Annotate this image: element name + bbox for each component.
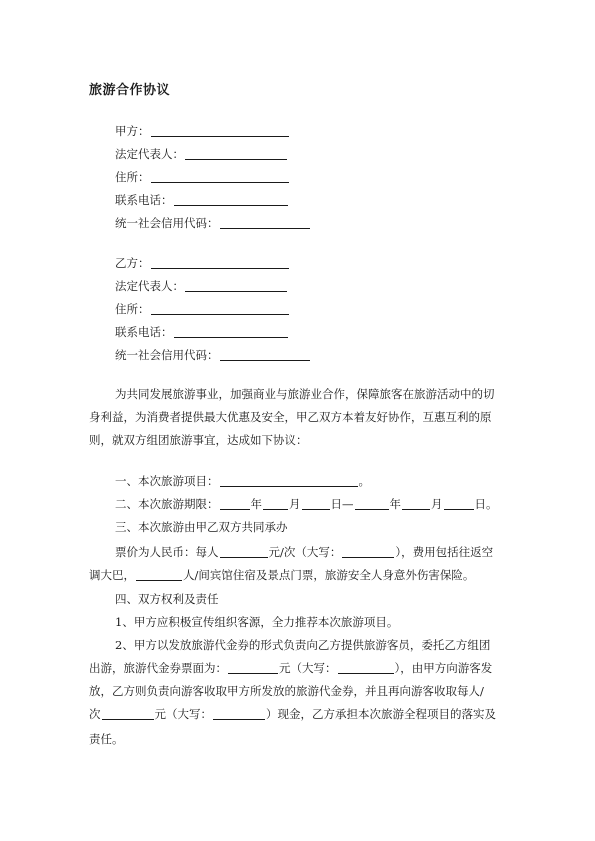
price-includes-label: ），费用包括往返空	[395, 545, 494, 559]
voucher-capital-label: 元（大写：	[279, 661, 337, 675]
clause-4-item-2-line-5: 责任。	[89, 732, 124, 746]
voucher-value-blank[interactable]	[228, 661, 278, 674]
party-b-name-field	[115, 256, 290, 270]
clause-4-item-2-line-2	[89, 661, 492, 675]
party-a-name-label: 甲方：	[115, 124, 150, 138]
party-b-phone-field	[115, 325, 289, 339]
party-a-address-blank[interactable]	[151, 170, 289, 183]
start-day-blank[interactable]	[302, 497, 330, 510]
year-label: 年	[250, 497, 262, 511]
document-title: 旅游合作协议	[89, 83, 171, 98]
lodging-label: 人/间宾馆住宿及景点门票，旅游安全人身意外伤害保险。	[183, 568, 475, 582]
party-b-credit-field	[115, 348, 311, 362]
party-a-credit-field	[115, 216, 311, 230]
ticket-price-blank[interactable]	[220, 545, 268, 558]
party-a-rep-label: 法定代表人：	[115, 147, 184, 161]
party-b-credit-blank[interactable]	[220, 348, 310, 361]
clause-1	[115, 474, 370, 488]
cash-amount-blank[interactable]	[102, 707, 154, 720]
bus-label: 调大巴，	[89, 568, 135, 582]
price-unit-label: 元/次（大写：	[268, 545, 342, 559]
party-a-credit-blank[interactable]	[220, 216, 310, 229]
clause-4-item-2-line-1: 2、甲方以发放旅游代金券的形式负责向乙方提供旅游客员，委托乙方组团	[115, 638, 491, 652]
clause-3-line-2	[89, 568, 474, 582]
clause-4-heading: 四、双方权利及责任	[115, 592, 219, 606]
party-a-phone-field	[115, 193, 289, 207]
persons-per-room-blank[interactable]	[136, 568, 182, 581]
start-year-blank[interactable]	[220, 497, 250, 510]
party-a-phone-blank[interactable]	[174, 193, 288, 206]
party-b-name-label: 乙方：	[115, 256, 150, 270]
party-a-address-field	[115, 170, 290, 184]
end-month-blank[interactable]	[402, 497, 430, 510]
clause-2-label: 二、本次旅游期限：	[115, 497, 219, 511]
party-a-credit-label: 统一社会信用代码：	[115, 216, 219, 230]
year-label-2: 年	[389, 497, 401, 511]
party-a-address-label: 住所：	[115, 170, 150, 184]
party-a-name-blank[interactable]	[151, 124, 289, 137]
month-label-2: 月	[431, 497, 443, 511]
party-b-address-field	[115, 302, 290, 316]
clause-3-heading: 三、本次旅游由甲乙双方共同承办	[115, 520, 288, 534]
party-b-address-label: 住所：	[115, 302, 150, 316]
cash-responsibility-label: ）现金，乙方承担本次旅游全程项目的落实及	[266, 707, 496, 721]
party-b-phone-blank[interactable]	[174, 325, 288, 338]
end-day-blank[interactable]	[444, 497, 474, 510]
clause-4-item-1: 1、甲方应积极宣传组织客源，全力推荐本次旅游项目。	[115, 615, 399, 629]
day-to-label: 日—	[330, 497, 354, 511]
cash-capital-label: 元（大写：	[154, 707, 212, 721]
party-b-address-blank[interactable]	[151, 302, 289, 315]
party-b-rep-blank[interactable]	[185, 279, 287, 292]
party-b-rep-field	[115, 279, 288, 293]
party-b-rep-label: 法定代表人：	[115, 279, 184, 293]
clause-1-end: 。	[358, 474, 370, 488]
clause-2	[115, 497, 498, 511]
travel-project-blank[interactable]	[220, 474, 358, 487]
intro-line-1: 为共同发展旅游事业，加强商业与旅游业合作，保障旅客在旅游活动中的切	[115, 387, 495, 401]
party-a-rep-blank[interactable]	[185, 147, 287, 160]
ticket-price-capital-blank[interactable]	[342, 545, 394, 558]
party-b-phone-label: 联系电话：	[115, 325, 173, 339]
clause-4-item-2-line-3: 放，乙方则负责向游客收取甲方所发放的旅游代金券，并且再向游客收取每人/	[89, 684, 484, 698]
start-month-blank[interactable]	[263, 497, 288, 510]
party-a-phone-label: 联系电话：	[115, 193, 173, 207]
voucher-issue-label: ），由甲方向游客发	[394, 661, 493, 675]
party-a-rep-field	[115, 147, 288, 161]
intro-line-2: 身利益，为消费者提供最大优惠及安全，甲乙双方本着友好协作，互惠互利的原	[89, 410, 492, 424]
price-label: 票价为人民币：每人	[115, 545, 219, 559]
party-a-name-field	[115, 124, 290, 138]
clause-3-price-line	[115, 545, 493, 559]
clause-4-item-2-line-4	[89, 707, 496, 721]
clause-1-label: 一、本次旅游项目：	[115, 474, 219, 488]
voucher-value-capital-blank[interactable]	[338, 661, 394, 674]
per-trip-label: 次	[89, 707, 101, 721]
party-b-name-blank[interactable]	[151, 256, 289, 269]
party-b-credit-label: 统一社会信用代码：	[115, 348, 219, 362]
day-label-end: 日。	[474, 497, 498, 511]
intro-line-3: 则，就双方组团旅游事宜，达成如下协议：	[89, 433, 308, 447]
end-year-blank[interactable]	[355, 497, 389, 510]
cash-amount-capital-blank[interactable]	[213, 707, 265, 720]
month-label: 月	[289, 497, 301, 511]
voucher-face-label: 出游，旅游代金券票面为：	[89, 661, 227, 675]
